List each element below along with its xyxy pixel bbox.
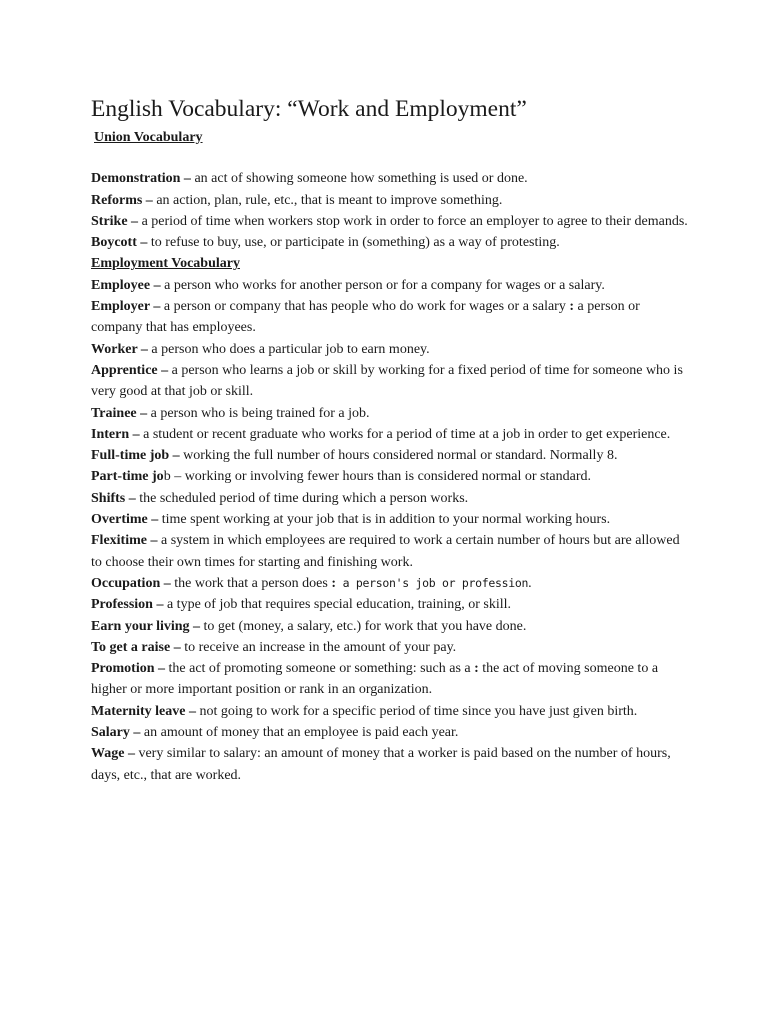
vocab-definition: an action, plan, rule, etc., that is meant to improve something. [152,192,503,208]
vocab-entry-maternity-leave [91,701,691,722]
vocab-definition: a person or company that has people who do work for wages or a salary [160,299,570,315]
vocab-term: Earn your living – [91,618,201,634]
vocab-entry-to-get-a-raise [91,637,691,658]
vocab-definition: very similar to salary: an amount of money that a worker is paid based on the number of hours, days, etc., that are worked. [91,746,671,783]
vocab-term: Salary – [91,725,141,741]
vocab-definition: a person who is being trained for a job. [147,405,370,421]
vocab-term: Employer – [91,299,161,315]
vocab-definition: the scheduled period of time during which a person works. [135,490,469,506]
vocab-definition: a type of job that requires special education, training, or skill. [163,597,512,613]
colon-separator: : [474,661,479,677]
employment-vocabulary-heading: Employment Vocabulary [91,256,240,272]
vocab-definition: an act of showing someone how something is used or done. [190,171,528,187]
vocab-term: Worker – [91,341,148,357]
vocab-entry-apprentice [91,360,691,403]
vocab-term: Full-time job – [91,448,180,464]
spacer [91,148,691,168]
vocab-term: Flexitime – [91,533,158,549]
vocab-entry-occupation [91,573,691,594]
vocab-entry-demonstration [91,168,691,189]
vocab-term: Profession – [91,597,164,613]
employment-entries [91,275,691,786]
vocab-entry-overtime [91,509,691,530]
vocab-definition: – working or involving fewer hours than is considered normal or standard. [170,469,591,485]
vocab-entry-wage [91,743,691,786]
vocab-term: To get a raise – [91,639,181,655]
vocab-entry-flexitime [91,530,691,573]
vocab-entry-worker [91,339,691,360]
document-page [91,94,691,786]
vocab-term: Reforms – [91,192,153,208]
vocab-entry-profession [91,594,691,615]
vocab-term: Part-time jo [91,469,164,485]
vocab-term: Shifts – [91,490,136,506]
document-title: English Vocabulary: “Work and Employment” [91,96,527,122]
vocab-definition: to refuse to buy, use, or participate in (something) as a way of protesting. [147,235,560,251]
union-entries [91,168,691,253]
vocab-definition: a student or recent graduate who works for a period of time at a job in order to get experience. [139,426,671,442]
vocab-definition: time spent working at your job that is in addition to your normal working hours. [158,512,611,528]
vocab-definition: to receive an increase in the amount of your pay. [180,639,457,655]
vocab-definition-continued: a person or company that has employees. [91,299,640,336]
vocab-definition: an amount of money that an employee is paid each year. [140,725,459,741]
vocab-term: Maternity leave – [91,703,196,719]
vocab-entry-boycott [91,232,691,253]
vocab-entry-employer [91,296,691,339]
vocab-entry-shifts [91,488,691,509]
vocab-definition: to get (money, a salary, etc.) for work that you have done. [200,618,527,634]
vocab-term: Wage – [91,746,135,762]
period: . [528,575,532,591]
vocab-term: Demonstration – [91,171,191,187]
vocab-term: Boycott – [91,235,148,251]
vocab-definition-continued: a person's job or profession [335,575,529,590]
vocab-definition: the work that a person does [170,575,332,591]
vocab-entry-employee [91,275,691,296]
vocab-term: Employee – [91,277,161,293]
vocab-term: Apprentice – [91,362,169,378]
vocab-term: Strike – [91,213,139,229]
vocab-definition: a person who learns a job or skill by working for a fixed period of time for someone who is very good at that job or skill. [91,362,683,400]
union-vocabulary-heading: Union Vocabulary [94,130,203,145]
vocab-definition: a person who does a particular job to earn money. [147,341,430,357]
vocab-entry-salary [91,722,691,743]
vocab-entry-reforms [91,190,691,211]
colon-separator: : [331,575,336,591]
vocab-definition: working the full number of hours considered normal or standard. Normally 8. [179,448,618,464]
vocab-term: Promotion – [91,661,166,677]
vocab-entry-strike [91,211,691,232]
vocab-entry-full-time-job [91,445,691,466]
vocab-definition-continued: the act of moving someone to a higher or more important position or rank in an organization. [91,661,659,698]
vocab-term-remainder: b [163,469,171,485]
vocab-definition: the act of promoting someone or something: such as a [165,661,475,677]
vocab-entry-promotion [91,658,691,701]
vocab-term: Trainee – [91,405,148,421]
vocab-definition: a system in which employees are required to work a certain number of hours but are allowed to choose their own times for starting and finishing work. [91,533,680,570]
vocab-entry-part-time-job [91,466,691,487]
vocab-term: Overtime – [91,512,159,528]
vocab-definition: a person who works for another person or for a company for wages or a salary. [160,277,605,293]
vocab-entry-trainee [91,403,691,424]
vocab-entry-intern [91,424,691,445]
colon-separator: : [569,299,575,315]
vocab-entry-earn-your-living [91,616,691,637]
vocab-definition: a period of time when workers stop work in order to force an employer to agree to their demands. [138,213,688,229]
vocab-definition: not going to work for a specific period of time since you have just given birth. [195,703,638,719]
vocab-term: Occupation – [91,575,171,591]
vocab-term: Intern – [91,426,140,442]
